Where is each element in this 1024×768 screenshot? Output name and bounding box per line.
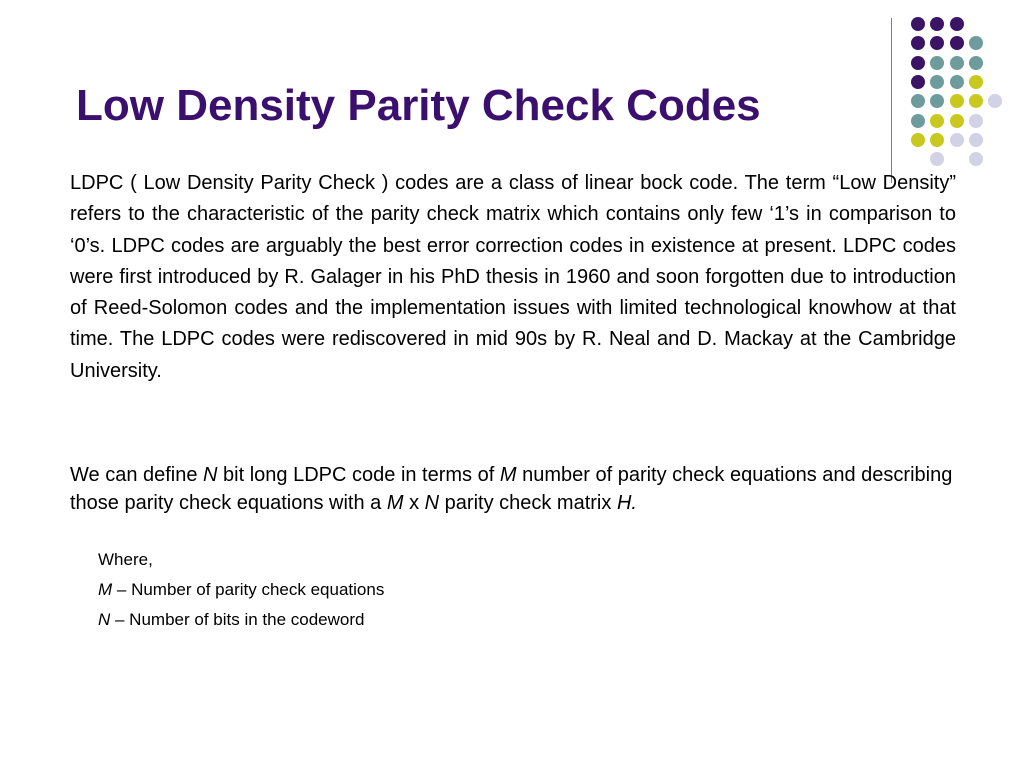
decorative-dot (930, 75, 944, 89)
decorative-dot (950, 114, 964, 128)
decorative-dot (969, 56, 983, 70)
definition-symbol-m: M (98, 580, 113, 599)
decorative-dot (950, 75, 964, 89)
decorative-dot (930, 56, 944, 70)
decorative-dot (969, 152, 983, 166)
decorative-dot (911, 36, 925, 50)
decorative-dot (911, 17, 925, 31)
decorative-dot (988, 94, 1002, 108)
var-h: H. (616, 492, 637, 514)
decorative-dot (969, 133, 983, 147)
decorative-dot (969, 75, 983, 89)
decorative-dot (930, 36, 944, 50)
decorative-dot (950, 17, 964, 31)
definition-text-n: – Number of bits in the codeword (110, 610, 365, 629)
definition-item-m (98, 575, 384, 605)
decorative-dot (930, 152, 944, 166)
definition-item-n (98, 605, 384, 635)
var-m: M (499, 464, 517, 486)
definition-symbol-n: N (98, 610, 111, 629)
title-divider-line (891, 18, 892, 183)
decorative-dot (969, 94, 983, 108)
para2-text-1: We can define (70, 464, 204, 486)
decorative-dot (950, 133, 964, 147)
decorative-dot (930, 133, 944, 147)
decorative-dot (969, 114, 983, 128)
decorative-dot (950, 94, 964, 108)
definitions-list (98, 545, 384, 635)
decorative-dot (911, 56, 925, 70)
decorative-dot (930, 94, 944, 108)
var-n: N (203, 464, 218, 486)
para2-text-2: bit long LDPC code in terms of (217, 464, 500, 486)
decorative-dot (911, 75, 925, 89)
decorative-dot (950, 56, 964, 70)
definition-text-m: – Number of parity check equations (112, 580, 385, 599)
decorative-dot (930, 17, 944, 31)
body-paragraph-intro: LDPC ( Low Density Parity Check ) codes are a class of linear bock code. The term “Low Density” refers to the characteristic of the parity check matrix which contains only few ‘1’s in comparison to ‘0’s. LDPC codes are arguably the best error correction codes in existence at present. LDPC codes were first introduced by R. Galager in his PhD thesis in 1960 and soon forgotten due to introduction of Reed-Solomon codes and the implementation issues with limited technological knowhow at that time. The LDPC codes were rediscovered in mid 90s by R. Neal and D. Mackay at the Cambridge University. (70, 172, 956, 382)
decorative-dot (911, 133, 925, 147)
var-m-2: M (386, 492, 404, 514)
definitions-intro: Where, (98, 550, 153, 569)
decorative-dot (950, 36, 964, 50)
decorative-dot (930, 114, 944, 128)
body-paragraph-definition (70, 461, 956, 517)
decorative-dot (911, 94, 925, 108)
var-n-2: N (424, 492, 440, 514)
slide-title: Low Density Parity Check Codes (76, 81, 761, 130)
decorative-dot (969, 36, 983, 50)
para2-text-3: number of parity check equations and describing those parity check equations with a (70, 464, 953, 514)
para2-text-4: parity check matrix (439, 492, 617, 514)
decorative-dot (911, 114, 925, 128)
times-sign: x (403, 492, 425, 514)
